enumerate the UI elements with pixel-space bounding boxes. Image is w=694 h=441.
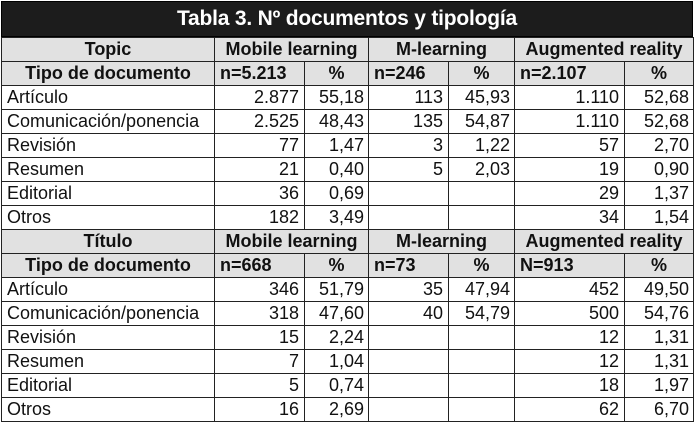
mobile-learning-percent-cell: 55,18	[305, 86, 369, 110]
document-type-label: Resumen	[2, 158, 215, 182]
section-header-row	[2, 230, 694, 254]
mobile-learning-count-cell: 77	[215, 134, 305, 158]
document-type-label: Revisión	[2, 326, 215, 350]
mobile-learning-count-cell: 346	[215, 278, 305, 302]
m-learning-count-cell: 35	[369, 278, 449, 302]
sample-size-cell: n=73	[369, 254, 449, 278]
m-learning-percent-cell: 54,87	[449, 110, 515, 134]
mobile-learning-count-cell: 15	[215, 326, 305, 350]
mobile-learning-count-cell: 318	[215, 302, 305, 326]
group-header-mobile-learning: Mobile learning	[215, 230, 369, 254]
document-type-label: Editorial	[2, 374, 215, 398]
sample-size-cell: n=246	[369, 62, 449, 86]
column-subheader-row	[2, 62, 694, 86]
group-header-mobile-learning: Mobile learning	[215, 38, 369, 62]
section-title-cell: Topic	[2, 38, 215, 62]
mobile-learning-count-cell: 16	[215, 398, 305, 422]
document-type-label: Resumen	[2, 350, 215, 374]
percent-header-cell: %	[449, 62, 515, 86]
mobile-learning-percent-cell: 3,49	[305, 206, 369, 230]
augmented-reality-percent-cell: 1,97	[625, 374, 694, 398]
percent-header-cell: %	[449, 254, 515, 278]
table-row	[2, 158, 694, 182]
sample-size-cell: n=668	[215, 254, 305, 278]
table-row	[2, 350, 694, 374]
augmented-reality-count-cell: 1.110	[515, 86, 625, 110]
augmented-reality-percent-cell: 1,37	[625, 182, 694, 206]
mobile-learning-percent-cell: 2,69	[305, 398, 369, 422]
document-type-label: Otros	[2, 206, 215, 230]
m-learning-count-cell	[369, 350, 449, 374]
mobile-learning-percent-cell: 2,24	[305, 326, 369, 350]
augmented-reality-count-cell: 57	[515, 134, 625, 158]
m-learning-percent-cell	[449, 398, 515, 422]
table-row	[2, 398, 694, 422]
document-type-label: Comunicación/ponencia	[2, 110, 215, 134]
mobile-learning-count-cell: 182	[215, 206, 305, 230]
document-type-label: Comunicación/ponencia	[2, 302, 215, 326]
augmented-reality-percent-cell: 52,68	[625, 86, 694, 110]
augmented-reality-percent-cell: 1,31	[625, 350, 694, 374]
group-header-augmented-reality: Augmented reality	[515, 38, 694, 62]
m-learning-percent-cell	[449, 182, 515, 206]
table-row	[2, 278, 694, 302]
document-type-label: Artículo	[2, 278, 215, 302]
percent-header-cell: %	[625, 254, 694, 278]
column-subheader-row	[2, 254, 694, 278]
table-figure	[1, 1, 693, 439]
section-title-cell: Título	[2, 230, 215, 254]
sample-size-cell: n=5.213	[215, 62, 305, 86]
augmented-reality-count-cell: 12	[515, 326, 625, 350]
mobile-learning-count-cell: 36	[215, 182, 305, 206]
augmented-reality-count-cell: 1.110	[515, 110, 625, 134]
m-learning-count-cell: 40	[369, 302, 449, 326]
section-header-row	[2, 38, 694, 62]
percent-header-cell: %	[625, 62, 694, 86]
table-row	[2, 374, 694, 398]
table-row	[2, 206, 694, 230]
m-learning-count-cell	[369, 206, 449, 230]
document-type-label: Otros	[2, 398, 215, 422]
m-learning-percent-cell	[449, 326, 515, 350]
m-learning-percent-cell: 54,79	[449, 302, 515, 326]
mobile-learning-percent-cell: 48,43	[305, 110, 369, 134]
document-type-label: Revisión	[2, 134, 215, 158]
m-learning-percent-cell: 45,93	[449, 86, 515, 110]
m-learning-count-cell	[369, 182, 449, 206]
sample-size-cell: n=2.107	[515, 62, 625, 86]
table-row	[2, 134, 694, 158]
m-learning-count-cell: 3	[369, 134, 449, 158]
m-learning-percent-cell: 2,03	[449, 158, 515, 182]
m-learning-count-cell	[369, 398, 449, 422]
augmented-reality-percent-cell: 1,54	[625, 206, 694, 230]
mobile-learning-percent-cell: 0,69	[305, 182, 369, 206]
m-learning-count-cell: 135	[369, 110, 449, 134]
mobile-learning-count-cell: 21	[215, 158, 305, 182]
group-header-m-learning: M-learning	[369, 230, 515, 254]
m-learning-count-cell: 5	[369, 158, 449, 182]
m-learning-count-cell: 113	[369, 86, 449, 110]
mobile-learning-count-cell: 2.877	[215, 86, 305, 110]
m-learning-percent-cell	[449, 206, 515, 230]
document-type-label: Artículo	[2, 86, 215, 110]
mobile-learning-percent-cell: 47,60	[305, 302, 369, 326]
m-learning-percent-cell	[449, 350, 515, 374]
augmented-reality-percent-cell: 6,70	[625, 398, 694, 422]
documents-typology-table	[1, 37, 694, 422]
group-header-m-learning: M-learning	[369, 38, 515, 62]
sample-size-cell: N=913	[515, 254, 625, 278]
m-learning-count-cell	[369, 374, 449, 398]
m-learning-count-cell	[369, 326, 449, 350]
augmented-reality-percent-cell: 2,70	[625, 134, 694, 158]
document-type-label: Editorial	[2, 182, 215, 206]
table-row	[2, 86, 694, 110]
augmented-reality-count-cell: 62	[515, 398, 625, 422]
table-row	[2, 182, 694, 206]
mobile-learning-percent-cell: 51,79	[305, 278, 369, 302]
m-learning-percent-cell: 47,94	[449, 278, 515, 302]
augmented-reality-percent-cell: 1,31	[625, 326, 694, 350]
augmented-reality-percent-cell: 54,76	[625, 302, 694, 326]
percent-header-cell: %	[305, 254, 369, 278]
mobile-learning-percent-cell: 1,47	[305, 134, 369, 158]
mobile-learning-percent-cell: 0,74	[305, 374, 369, 398]
m-learning-percent-cell: 1,22	[449, 134, 515, 158]
augmented-reality-count-cell: 452	[515, 278, 625, 302]
percent-header-cell: %	[305, 62, 369, 86]
mobile-learning-count-cell: 7	[215, 350, 305, 374]
mobile-learning-percent-cell: 0,40	[305, 158, 369, 182]
table-title: Tabla 3. Nº documentos y tipología	[1, 1, 693, 37]
table-row	[2, 326, 694, 350]
document-type-header-cell: Tipo de documento	[2, 254, 215, 278]
document-type-header-cell: Tipo de documento	[2, 62, 215, 86]
augmented-reality-percent-cell: 49,50	[625, 278, 694, 302]
augmented-reality-count-cell: 12	[515, 350, 625, 374]
augmented-reality-count-cell: 34	[515, 206, 625, 230]
mobile-learning-count-cell: 5	[215, 374, 305, 398]
table-row	[2, 302, 694, 326]
augmented-reality-percent-cell: 0,90	[625, 158, 694, 182]
augmented-reality-count-cell: 29	[515, 182, 625, 206]
group-header-augmented-reality: Augmented reality	[515, 230, 694, 254]
augmented-reality-count-cell: 19	[515, 158, 625, 182]
augmented-reality-percent-cell: 52,68	[625, 110, 694, 134]
mobile-learning-count-cell: 2.525	[215, 110, 305, 134]
augmented-reality-count-cell: 500	[515, 302, 625, 326]
table-row	[2, 110, 694, 134]
m-learning-percent-cell	[449, 374, 515, 398]
augmented-reality-count-cell: 18	[515, 374, 625, 398]
mobile-learning-percent-cell: 1,04	[305, 350, 369, 374]
